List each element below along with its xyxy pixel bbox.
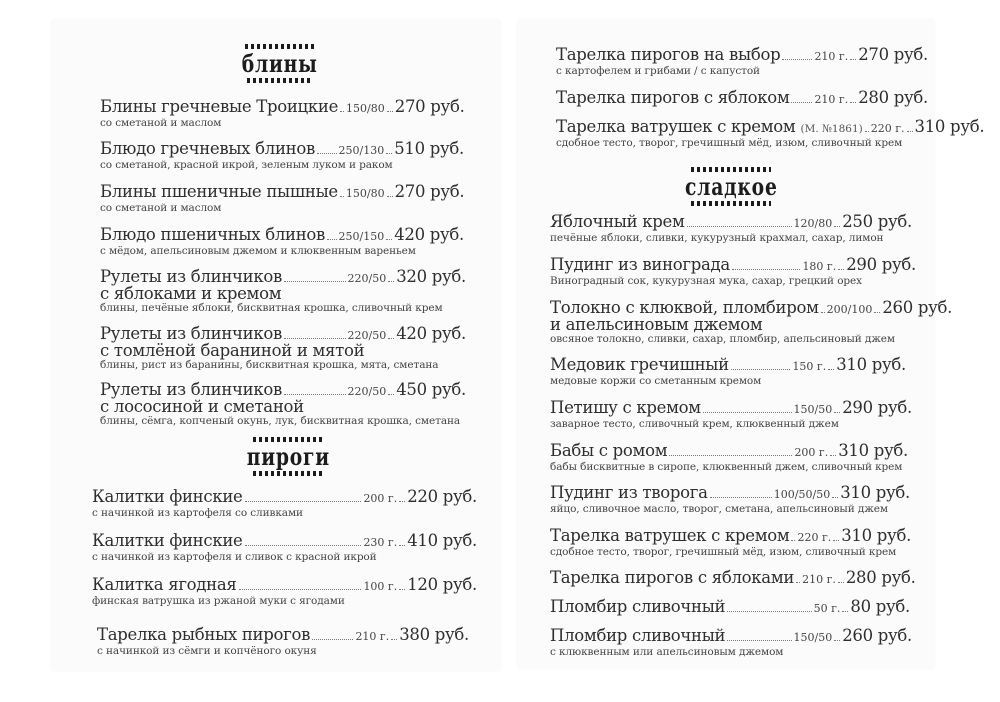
item-name-line2: с лососиной и сметаной xyxy=(100,397,304,416)
item-name: Блины пшеничные пышные xyxy=(100,182,338,201)
dot-leader xyxy=(838,582,844,583)
dot-leader xyxy=(782,59,812,60)
menu-item xyxy=(100,139,464,171)
item-description: овсяное толокно, сливки, сахар, пломбир, апельсиновый джем xyxy=(550,333,895,345)
menu-item xyxy=(92,487,477,519)
item-weight: 120/80 xyxy=(793,217,833,230)
item-price: 260 руб. xyxy=(882,298,953,317)
item-price: 310 руб. xyxy=(841,526,912,545)
dot-leader xyxy=(732,269,800,270)
item-name: Тарелка ватрушек с кремом xyxy=(550,526,790,545)
dot-leader xyxy=(865,131,869,132)
item-description: блины, рист из баранины, бисквитная крошка, мята, сметана xyxy=(100,359,439,371)
item-price: 310 руб. xyxy=(914,117,985,136)
item-note: (М. №1861) xyxy=(800,123,863,135)
menu-item xyxy=(550,355,906,387)
dot-leader xyxy=(387,111,393,112)
item-description: сдобное тесто, творог, гречишный мёд, изюм, сливочный крем xyxy=(550,546,897,558)
item-name: Калитки финские xyxy=(92,531,243,550)
item-description: с начинкой из сёмги и копчёного окуня xyxy=(97,645,317,657)
item-name-line2: и апельсиновым джемом xyxy=(550,315,763,334)
menu-item xyxy=(550,298,953,345)
section-heading-pirogi xyxy=(228,437,348,476)
menu-item xyxy=(550,441,908,473)
menu-item xyxy=(550,568,916,587)
dot-leader xyxy=(399,501,405,502)
section-heading-bliny xyxy=(220,44,340,83)
menu-item xyxy=(100,225,464,257)
item-weight: 180 г. xyxy=(802,260,837,273)
dot-leader xyxy=(821,312,825,313)
item-name: Тарелка рыбных пирогов xyxy=(97,625,311,644)
dot-leader xyxy=(828,369,834,370)
dot-leader xyxy=(842,611,848,612)
dot-leader xyxy=(703,412,792,413)
item-name: Пудинг из винограда xyxy=(550,255,730,274)
item-description: с мёдом, апельсиновым джемом и клюквенным вареньем xyxy=(100,245,416,257)
item-price: 270 руб. xyxy=(394,97,465,116)
item-price: 310 руб. xyxy=(840,483,910,502)
item-description: со сметаной и маслом xyxy=(100,202,222,214)
dot-leader xyxy=(833,540,839,541)
item-weight: 150 г. xyxy=(792,360,827,373)
dot-leader xyxy=(340,111,344,112)
item-description: сдобное тесто, творог, гречишный мёд, изюм, сливочный крем xyxy=(556,137,903,149)
dot-leader xyxy=(340,196,344,197)
item-weight: 210 г. xyxy=(355,630,390,643)
menu-item xyxy=(556,88,928,107)
item-name: Толокно с клюквой, пломбиром xyxy=(550,298,819,317)
heading-ornament-bottom xyxy=(691,201,771,206)
item-price: 420 руб. xyxy=(394,225,464,244)
dot-leader xyxy=(245,501,362,502)
dot-leader xyxy=(850,102,856,103)
section-heading-sladkoe xyxy=(671,167,791,206)
item-description: Виноградный сок, кукурузная мука, сахар, грецкий орех xyxy=(550,275,862,287)
dot-leader xyxy=(284,338,346,339)
item-description: блины, сёмга, копченый окунь, лук, бисквитная крошка, сметана xyxy=(100,415,461,427)
dot-leader xyxy=(830,455,836,456)
dot-leader xyxy=(907,131,913,132)
dot-leader xyxy=(874,312,880,313)
dot-leader xyxy=(710,497,772,498)
dot-leader xyxy=(399,589,405,590)
dot-leader xyxy=(399,545,405,546)
item-description: медовые коржи со сметанным кремом xyxy=(550,375,762,387)
item-name: Яблочный крем xyxy=(550,212,685,231)
section-title-pirogi: пироги xyxy=(246,442,330,471)
item-price: 120 руб. xyxy=(407,575,477,594)
dot-leader xyxy=(386,153,392,154)
menu-item xyxy=(100,380,466,427)
item-name: Тарелка пирогов с яблоком xyxy=(556,88,790,107)
item-price: 260 руб. xyxy=(842,626,912,645)
item-weight: 100 г. xyxy=(363,580,398,593)
dot-leader xyxy=(388,281,394,282)
menu-item xyxy=(100,324,466,371)
item-price: 310 руб. xyxy=(838,441,908,460)
item-weight: 230 г. xyxy=(363,536,398,549)
menu-item xyxy=(92,575,477,607)
menu-item xyxy=(550,255,916,287)
item-weight: 220/50 xyxy=(347,329,387,342)
item-price: 320 руб. xyxy=(396,267,466,286)
item-name: Медовик гречишный xyxy=(550,355,729,374)
dot-leader xyxy=(239,589,362,590)
item-price: 290 руб. xyxy=(842,398,912,417)
item-price: 420 руб. xyxy=(396,324,466,343)
dot-leader xyxy=(386,239,392,240)
item-price: 280 руб. xyxy=(845,568,916,587)
dot-leader xyxy=(838,269,844,270)
item-name: Тарелка пирогов с яблоками xyxy=(550,568,795,587)
dot-leader xyxy=(850,59,856,60)
menu-item xyxy=(556,45,928,77)
item-price: 270 руб. xyxy=(394,182,465,201)
item-price: 290 руб. xyxy=(846,255,916,274)
item-name: Рулеты из блинчиков xyxy=(100,324,282,343)
item-name: Тарелка пирогов на выбор xyxy=(556,45,781,64)
section-title-sladkoe: сладкое xyxy=(684,172,778,201)
item-weight: 150/50 xyxy=(793,403,833,416)
item-weight: 220 г. xyxy=(797,531,832,544)
item-name: Блюдо гречневых блинов xyxy=(100,139,315,158)
item-name-line2: с яблоками и кремом xyxy=(100,284,282,303)
item-description: с клюквенным или апельсиновым джемом xyxy=(550,646,784,658)
item-weight: 210 г. xyxy=(802,573,836,586)
menu-item xyxy=(100,97,464,129)
menu-item xyxy=(100,182,464,214)
item-weight: 220/50 xyxy=(347,272,387,285)
item-weight: 220 г. xyxy=(870,122,905,135)
dot-leader xyxy=(388,338,394,339)
item-description: с картофелем и грибами / с капустой xyxy=(556,65,760,77)
item-price: 220 руб. xyxy=(407,487,477,506)
menu-item xyxy=(550,398,912,430)
item-description: бабы бисквитные в сиропе, клюквенный джем, сливочный крем xyxy=(550,461,903,473)
item-price: 380 руб. xyxy=(399,625,469,644)
dot-leader xyxy=(834,226,840,227)
heading-ornament-bottom xyxy=(247,78,313,83)
item-price: 250 руб. xyxy=(842,212,912,231)
item-price: 270 руб. xyxy=(858,45,928,64)
dot-leader xyxy=(727,611,811,612)
dot-leader xyxy=(834,640,840,641)
item-name: Пломбир сливочный xyxy=(550,597,726,616)
menu-item xyxy=(550,597,910,616)
item-name: Калитки финские xyxy=(92,487,243,506)
menu-item xyxy=(97,625,469,657)
dot-leader xyxy=(284,394,346,395)
item-weight: 210 г. xyxy=(814,50,849,63)
dot-leader xyxy=(791,102,812,103)
item-name: Тарелка ватрушек с кремом xyxy=(556,117,796,136)
item-name: Рулеты из блинчиков xyxy=(100,380,282,399)
item-name: Петишу с кремом xyxy=(550,398,701,417)
item-name: Рулеты из блинчиков xyxy=(100,267,282,286)
section-title-bliny: блины xyxy=(242,49,318,78)
item-name: Блюдо пшеничных блинов xyxy=(100,225,326,244)
item-description: со сметаной, красной икрой, зеленым луком и раком xyxy=(100,159,393,171)
item-price: 280 руб. xyxy=(858,88,928,107)
item-description: блины, печёные яблоки, бисквитная крошка, сливочный крем xyxy=(100,302,443,314)
item-description: с начинкой из картофеля и сливок с красной икрой xyxy=(92,551,377,563)
item-weight: 250/130 xyxy=(338,144,385,157)
dot-leader xyxy=(727,640,791,641)
item-weight: 200 г. xyxy=(363,492,398,505)
menu-item xyxy=(556,117,985,149)
item-name-line2: с томлёной бараниной и мятой xyxy=(100,341,365,360)
item-name: Пломбир сливочный xyxy=(550,626,726,645)
item-price: 510 руб. xyxy=(394,139,464,158)
item-description: с начинкой из картофеля со сливками xyxy=(92,507,303,519)
dot-leader xyxy=(391,639,397,640)
dot-leader xyxy=(312,639,353,640)
item-price: 310 руб. xyxy=(836,355,906,374)
dot-leader xyxy=(796,582,800,583)
item-weight: 210 г. xyxy=(814,93,849,106)
item-weight: 200/100 xyxy=(826,303,873,316)
menu-item xyxy=(100,267,466,314)
item-weight: 150/50 xyxy=(793,631,833,644)
menu-item xyxy=(92,531,477,563)
item-name: Калитка ягодная xyxy=(92,575,237,594)
item-weight: 50 г. xyxy=(813,602,841,615)
item-weight: 150/80 xyxy=(346,102,385,115)
dot-leader xyxy=(731,369,791,370)
dot-leader xyxy=(834,412,840,413)
dot-leader xyxy=(327,239,336,240)
item-weight: 250/150 xyxy=(338,230,385,243)
menu-item xyxy=(550,212,912,244)
item-description: со сметаной и маслом xyxy=(100,117,222,129)
item-description: финская ватрушка из ржаной муки с ягодами xyxy=(92,595,345,607)
dot-leader xyxy=(832,497,838,498)
item-name: Бабы с ромом xyxy=(550,441,668,460)
item-weight: 200 г. xyxy=(794,446,829,459)
item-name: Блины гречневые Троицкие xyxy=(100,97,339,116)
item-price: 450 руб. xyxy=(396,380,466,399)
dot-leader xyxy=(317,153,337,154)
item-weight: 220/50 xyxy=(347,385,387,398)
item-description: печёные яблоки, сливки, кукурузный крахмал, сахар, лимон xyxy=(550,232,884,244)
menu-item xyxy=(550,483,910,515)
item-name: Пудинг из творога xyxy=(550,483,708,502)
menu-item xyxy=(550,626,912,658)
dot-leader xyxy=(687,226,792,227)
item-description: заварное тесто, сливочный крем, клюквенный джем xyxy=(550,418,839,430)
dot-leader xyxy=(245,545,362,546)
dot-leader xyxy=(387,196,393,197)
item-weight: 150/80 xyxy=(345,187,385,200)
dot-leader xyxy=(388,394,394,395)
heading-ornament-bottom xyxy=(253,471,323,476)
item-price: 410 руб. xyxy=(407,531,477,550)
item-weight: 100/50/50 xyxy=(773,488,831,501)
dot-leader xyxy=(791,540,795,541)
menu-item xyxy=(550,526,912,558)
dot-leader xyxy=(284,281,346,282)
item-price: 80 руб. xyxy=(850,597,910,616)
dot-leader xyxy=(669,455,792,456)
item-description: яйцо, сливочное масло, творог, сметана, апельсиновый джем xyxy=(550,503,888,515)
